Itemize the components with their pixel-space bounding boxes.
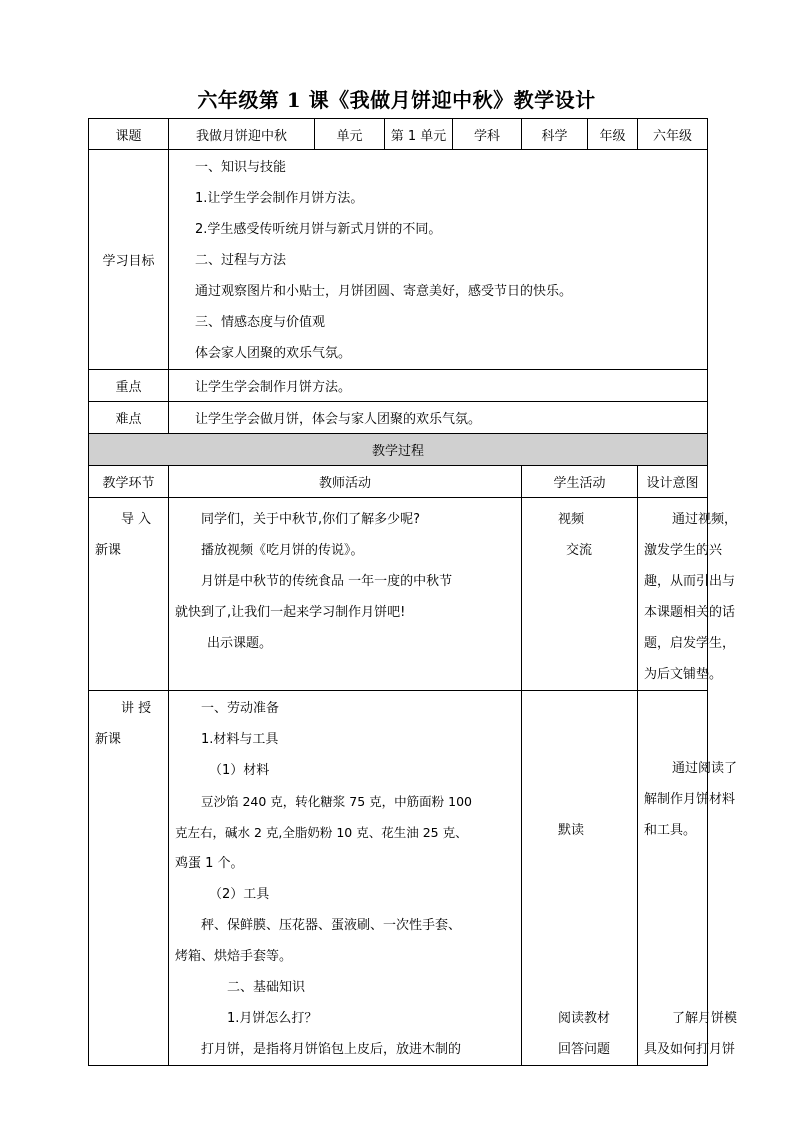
- column-header-stage: 教学环节: [89, 466, 169, 498]
- lesson-plan-table: [88, 118, 738, 1066]
- teacher-line: 烤箱、烘焙手套等。: [175, 949, 293, 964]
- teacher-line: 播放视频《吃月饼的传说》。: [201, 543, 364, 558]
- intent-line: 具及如何打月饼: [644, 1042, 736, 1057]
- document-title: 六年级第 1 课《我做月饼迎中秋》教学设计: [197, 88, 596, 112]
- student-line: 回答问题: [558, 1042, 611, 1057]
- teacher-line: 豆沙馅 240 克，转化糖浆 75 克，中筋面粉 100: [201, 794, 472, 809]
- intro-stage: [89, 498, 169, 691]
- teacher-line: （1）材料: [209, 763, 270, 778]
- unit-label: 单元: [315, 119, 385, 150]
- objective-line: 通过观察图片和小贴士，月饼团圆、寄意美好，感受节日的快乐。: [195, 284, 573, 299]
- stage-line: 新课: [95, 543, 122, 558]
- intent-line: 题，启发学生，: [644, 636, 736, 651]
- teacher-line: 出示课题。: [207, 636, 273, 651]
- objective-line: 体会家人团聚的欢乐气氛。: [195, 346, 352, 361]
- difficulty-row: [89, 402, 708, 434]
- stage-line: 导 入: [121, 512, 152, 527]
- key-point-value: 让学生学会制作月饼方法。: [169, 370, 708, 402]
- intent-line: 和工具。: [644, 823, 697, 838]
- student-line: 交流: [566, 543, 593, 558]
- unit-value: 第 1 单元: [385, 119, 453, 150]
- subject-value: 科学: [522, 119, 588, 150]
- teacher-line: 1.月饼怎么打？: [227, 1011, 318, 1026]
- subject-label: 学科: [453, 119, 522, 150]
- lecture-teacher: [169, 691, 522, 1066]
- lecture-stage: [89, 691, 169, 1066]
- teacher-line: 打月饼，是指将月饼馅包上皮后，放进木制的: [201, 1042, 462, 1057]
- objectives-content: [169, 150, 708, 370]
- stage-line: 新课: [95, 732, 122, 747]
- difficulty-value: 让学生学会做月饼，体会与家人团聚的欢乐气氛。: [169, 402, 708, 434]
- key-point-label: 重点: [89, 370, 169, 402]
- process-header: 教学过程: [89, 434, 708, 466]
- lecture-student: [522, 691, 638, 1066]
- intent-line: 为后文铺垫。: [644, 667, 723, 682]
- grade-label: 年级: [588, 119, 638, 150]
- teacher-line: 同学们，关于中秋节,你们了解多少呢?: [201, 512, 421, 527]
- teacher-line: 月饼是中秋节的传统食品 一年一度的中秋节: [201, 574, 453, 589]
- difficulty-label: 难点: [89, 402, 169, 434]
- topic-label: 课题: [89, 119, 169, 150]
- key-point-row: [89, 370, 708, 402]
- teacher-line: （2）工具: [209, 887, 270, 902]
- teacher-line: 秤、保鲜膜、压花器、蛋液刷、一次性手套、: [201, 918, 462, 933]
- teacher-line: 就快到了,让我们一起来学习制作月饼吧!: [175, 605, 406, 620]
- student-line: 视频: [558, 512, 585, 527]
- intro-row: [89, 498, 708, 691]
- objective-line: 二、过程与方法: [195, 253, 287, 268]
- grade-value: 六年级: [638, 119, 708, 150]
- column-header-row: [89, 466, 708, 498]
- lecture-intent: [638, 691, 738, 1066]
- objectives-row: [89, 150, 708, 370]
- intent-line: 激发学生的兴: [644, 543, 723, 558]
- intent-line: 本课题相关的话: [644, 605, 736, 620]
- teacher-line: 鸡蛋 1 个。: [175, 856, 244, 871]
- stage-line: 讲 授: [121, 701, 152, 716]
- process-header-row: [89, 434, 708, 466]
- column-header-intent: 设计意图: [638, 466, 708, 498]
- student-line: 默读: [558, 823, 585, 838]
- teacher-line: 一、劳动准备: [201, 701, 280, 716]
- lecture-row: [89, 691, 708, 1066]
- objectives-label: 学习目标: [89, 150, 169, 370]
- info-row: [89, 119, 708, 150]
- intent-line: 解制作月饼材料: [644, 792, 736, 807]
- intro-intent: [638, 498, 738, 691]
- objective-line: 1.让学生学会制作月饼方法。: [195, 191, 364, 206]
- intro-teacher: [169, 498, 522, 691]
- column-header-teacher: 教师活动: [169, 466, 522, 498]
- intent-line: 了解月饼模: [672, 1011, 738, 1026]
- topic-value: 我做月饼迎中秋: [169, 119, 315, 150]
- intent-line: 通过阅读了: [672, 761, 738, 776]
- teacher-line: 1.材料与工具: [201, 732, 279, 747]
- intent-line: 趣，从而引出与: [644, 574, 736, 589]
- intro-student: [522, 498, 638, 691]
- objective-line: 一、知识与技能: [195, 160, 287, 175]
- objective-line: 三、情感态度与价值观: [195, 315, 326, 330]
- teacher-line: 二、基础知识: [227, 980, 306, 995]
- teacher-line: 克左右，碱水 2 克,全脂奶粉 10 克、花生油 25 克、: [175, 825, 468, 840]
- objective-line: 2.学生感受传听统月饼与新式月饼的不同。: [195, 222, 442, 237]
- student-line: 阅读教材: [558, 1011, 611, 1026]
- column-header-student: 学生活动: [522, 466, 638, 498]
- intent-line: 通过视频，: [672, 512, 738, 527]
